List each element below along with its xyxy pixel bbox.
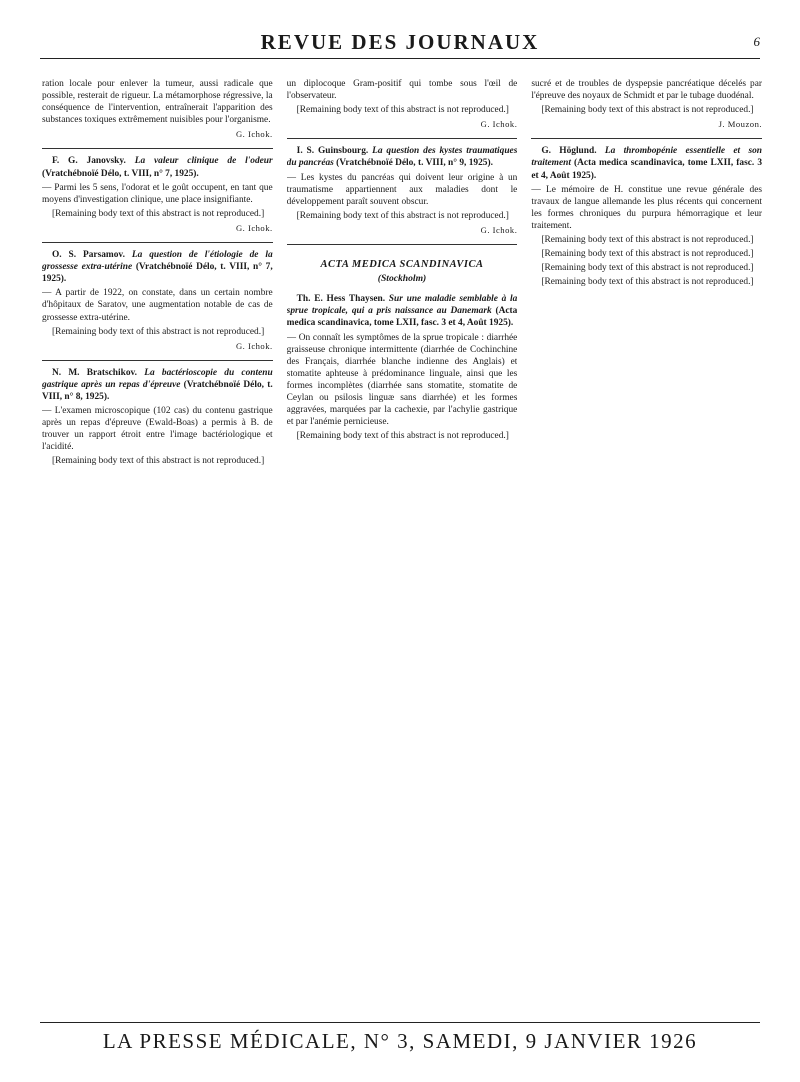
footer-text: LA PRESSE MÉDICALE, N° 3, SAMEDI, 9 JANVIER 1926 bbox=[102, 1029, 698, 1053]
abstract-divider bbox=[42, 360, 273, 361]
abstract-paragraph: [Remaining body text of this abstract is not reproduced.] bbox=[541, 235, 754, 246]
article-author: O. S. Parsamov. bbox=[52, 250, 125, 261]
article-author: G. Höglund. bbox=[541, 146, 597, 157]
abstract-divider bbox=[287, 138, 518, 139]
abstract-paragraph: — L'examen microscopique (102 cas) du contenu gastrique après un repas d'épreuve (Ewald-Boas) a permis à B. de trouver un rapport étroit entre l'image bactériologique et l'acidité. bbox=[42, 406, 273, 453]
section-divider bbox=[287, 244, 518, 245]
article-source: (Vratchébnoïé Délo, t. VIII, n° 7, 1925). bbox=[42, 262, 273, 285]
abstract-divider bbox=[42, 242, 273, 243]
abstract bbox=[42, 249, 273, 352]
abstract-divider bbox=[42, 148, 273, 149]
article-title: La bactérioscopie du contenu gastrique après un repas d'épreuve bbox=[42, 367, 273, 390]
abstract-paragraph: — Les kystes du pancréas qui doivent leur origine à un traumatisme appartiennent aux maladies dont le développement paraît souvent obscur. bbox=[286, 172, 518, 207]
column-2 bbox=[287, 78, 518, 1006]
abstract-signature: G. Ichok. bbox=[235, 222, 273, 233]
section-title: ACTA MEDICA SCANDINAVICA bbox=[320, 259, 484, 271]
article-source: (Vratchébnoïé Délo, t. VIII, n° 7, 1925). bbox=[42, 168, 199, 179]
abstract-heading bbox=[42, 367, 273, 403]
continued-paragraph: sucré et de troubles de dyspepsie pancréatique décelés par l'épreuve des noyaux de Schmidt et par le tubage duodénal. bbox=[531, 79, 762, 102]
continued-paragraph: un diplocoque Gram-positif qui tombe sous l'œil de l'observateur. bbox=[286, 79, 518, 102]
continued-paragraph: ration locale pour enlever la tumeur, aussi radicale que possible, resterait de rigueur. La métamorphose régressive, la conséquence de l'intervention, entraînerait l'apparition des substances toxiques extrêmement nuisibles pour l'organisme. bbox=[42, 79, 273, 126]
article-columns bbox=[42, 78, 762, 1006]
running-header bbox=[40, 28, 760, 59]
article-author: I. S. Guinsbourg. bbox=[296, 146, 369, 157]
abstract-paragraph: — A partir de 1922, on constate, dans un certain nombre d'hôpitaux de Saratov, une augmentation notable de cas de grossesse extra-utérine. bbox=[42, 288, 273, 323]
article-source: (Vratchébnoïé Délo, t. VIII, n° 8, 1925). bbox=[42, 379, 273, 402]
abstract bbox=[287, 145, 518, 236]
abstract-paragraph: [Remaining body text of this abstract is not reproduced.] bbox=[296, 210, 509, 221]
abstract-divider bbox=[531, 138, 762, 139]
article-title: La thrombopénie essentielle et son traitement bbox=[531, 146, 762, 169]
article-author: Th. E. Hess Thaysen. bbox=[296, 294, 386, 305]
abstract-paragraph: [Remaining body text of this abstract is not reproduced.] bbox=[541, 249, 754, 260]
abstract-heading bbox=[287, 293, 518, 329]
abstract bbox=[42, 155, 273, 234]
column-1 bbox=[42, 78, 273, 1006]
abstract-paragraph: — Le mémoire de H. constitue une revue générale des travaux de langue allemande les plus récents qui concernent les formes chroniques du purpura hémorragique et leur traitement. bbox=[531, 184, 762, 231]
abstract-paragraph: [Remaining body text of this abstract is not reproduced.] bbox=[296, 431, 509, 442]
article-source: (Acta medica scandinavica, tome LXII, fasc. 3 et 4, Août 1925). bbox=[531, 158, 762, 181]
abstract-signature: J. Mouzon. bbox=[718, 119, 762, 130]
article-source: (Acta medica scandinavica, tome LXII, fasc. 3 et 4, Août 1925). bbox=[286, 306, 518, 329]
journal-title: REVUE DES JOURNAUX bbox=[260, 30, 540, 54]
page-footer bbox=[40, 1022, 760, 1055]
article-title: La question de l'étiologie de la grossesse extra-utérine bbox=[42, 250, 273, 273]
abstract bbox=[287, 293, 518, 442]
abstract bbox=[42, 367, 273, 468]
article-title: La question des kystes traumatiques du pancréas bbox=[286, 146, 518, 169]
abstract-heading bbox=[531, 145, 762, 181]
continued-paragraph: [Remaining body text of this abstract is not reproduced.] bbox=[296, 105, 509, 116]
continued-paragraph: [Remaining body text of this abstract is not reproduced.] bbox=[541, 105, 754, 116]
column-3 bbox=[531, 78, 762, 1006]
abstract-paragraph: [Remaining body text of this abstract is not reproduced.] bbox=[541, 263, 754, 274]
abstract-paragraph: — On connaît les symptômes de la sprue tropicale : diarrhée graisseuse chronique intermittente (diarrhée de Cochinchine des Français, diarrhée blanche indienne des Anglais) et stomatite aphteuse à prédominance linguale, ainsi que les formes incomplètes (diarrhée sans stomatite, stomatite de Ceylan ou psilosis linguæ sans diarrhée) et les formes aggravées, marquées par la cachexie, par l'achylie gastrique et par l'anémie pernicieuse. bbox=[286, 332, 518, 428]
abstract-heading bbox=[42, 155, 273, 179]
page-number: 6 bbox=[753, 34, 760, 49]
article-author: N. M. Bratschikov. bbox=[52, 367, 138, 378]
abstract-paragraph: — Parmi les 5 sens, l'odorat et le goût occupent, en tant que moyens d'investigation clinique, une place insignifiante. bbox=[42, 182, 273, 205]
abstract-paragraph: [Remaining body text of this abstract is not reproduced.] bbox=[52, 456, 265, 467]
article-title: Sur une maladie semblable à la sprue tropicale, qui a pris naissance au Danemark bbox=[286, 294, 518, 317]
abstract-signature: G. Ichok. bbox=[235, 129, 273, 140]
abstract-signature: G. Ichok. bbox=[480, 224, 518, 235]
section-subtitle: (Stockholm) bbox=[377, 273, 427, 285]
article-source: (Vratchébnoïé Délo, t. VIII, n° 9, 1925). bbox=[336, 158, 493, 169]
abstract-heading bbox=[42, 249, 273, 285]
abstract-paragraph: [Remaining body text of this abstract is not reproduced.] bbox=[52, 326, 265, 337]
abstract-heading bbox=[287, 145, 518, 169]
abstract-paragraph: [Remaining body text of this abstract is not reproduced.] bbox=[541, 277, 754, 288]
abstract-paragraph: [Remaining body text of this abstract is not reproduced.] bbox=[52, 208, 265, 219]
article-author: F. G. Janovsky. bbox=[52, 156, 126, 167]
abstract-signature: G. Ichok. bbox=[235, 340, 273, 351]
abstract bbox=[531, 145, 762, 288]
article-title: La valeur clinique de l'odeur bbox=[134, 156, 273, 167]
abstract-signature: G. Ichok. bbox=[480, 119, 518, 130]
